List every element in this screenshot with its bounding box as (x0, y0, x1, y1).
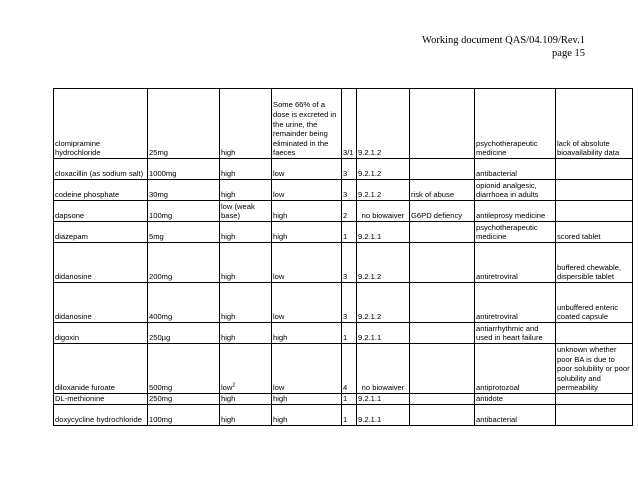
permeability: high (272, 323, 342, 344)
risk (410, 394, 475, 405)
therapeutic-use: antiretroviral (475, 243, 556, 283)
permeability: low (272, 159, 342, 180)
table-row (54, 201, 633, 222)
risk: G6PD defiency (410, 201, 475, 222)
table-row (54, 159, 633, 180)
therapeutic-use: psychotherapeutic medicine (475, 89, 556, 159)
medicine-table (53, 88, 633, 426)
risk (410, 344, 475, 394)
dose: 250µg (148, 323, 220, 344)
bcs-class: 1 (342, 323, 357, 344)
medicine-name: cloxacillin (as sodium salt) (54, 159, 148, 180)
section: no biowaiver (357, 344, 410, 394)
medicine-name: DL-methionine (54, 394, 148, 405)
table-row (54, 394, 633, 405)
solubility: high (220, 243, 272, 283)
solubility (220, 344, 272, 394)
dose: 25mg (148, 89, 220, 159)
bcs-class: 1 (342, 222, 357, 243)
permeability: high (272, 405, 342, 426)
risk (410, 243, 475, 283)
medicine-name: didanosine (54, 243, 148, 283)
comment (556, 394, 633, 405)
risk (410, 405, 475, 426)
therapeutic-use: antibacterial (475, 405, 556, 426)
therapeutic-use: antiretroviral (475, 283, 556, 323)
comment: lack of absolute bioavailability data (556, 89, 633, 159)
table-row (54, 243, 633, 283)
table-row (54, 180, 633, 201)
section: 9.2.1.2 (357, 159, 410, 180)
therapeutic-use: antiprotozoal (475, 344, 556, 394)
dose: 200mg (148, 243, 220, 283)
bcs-class: 3 (342, 180, 357, 201)
permeability: low (272, 180, 342, 201)
dose: 30mg (148, 180, 220, 201)
medicine-name: doxycycline hydrochloride (54, 405, 148, 426)
document-reference: Working document QAS/04.109/Rev.1 (422, 35, 585, 46)
section: 9.2.1.1 (357, 323, 410, 344)
comment (556, 405, 633, 426)
comment (556, 323, 633, 344)
medicine-name: clomipramine hydrochloride (54, 89, 148, 159)
therapeutic-use: antiarrhythmic and used in heart failure (475, 323, 556, 344)
section: 9.2.1.1 (357, 222, 410, 243)
therapeutic-use: opionid analgesic, diarrhoea in adults (475, 180, 556, 201)
risk (410, 283, 475, 323)
comment: buffered chewable, dispersible tablet (556, 243, 633, 283)
solubility: high (220, 283, 272, 323)
bcs-class: 3 (342, 243, 357, 283)
dose: 500mg (148, 344, 220, 394)
risk (410, 159, 475, 180)
table-row (54, 283, 633, 323)
bcs-class: 3 (342, 159, 357, 180)
therapeutic-use: antidote (475, 394, 556, 405)
section: 9.2.1.2 (357, 283, 410, 323)
table-row (54, 344, 633, 394)
medicine-name: digoxin (54, 323, 148, 344)
medicine-name: diazepam (54, 222, 148, 243)
section: 9.2.1.1 (357, 405, 410, 426)
therapeutic-use: antileprosy medicine (475, 201, 556, 222)
solubility: high (220, 394, 272, 405)
page-header (422, 34, 585, 60)
dose: 5mg (148, 222, 220, 243)
footnote-marker: 2 (232, 382, 236, 389)
medicine-name: didanosine (54, 283, 148, 323)
permeability: low (272, 344, 342, 394)
table-row (54, 89, 633, 159)
medicine-name: dapsone (54, 201, 148, 222)
solubility: high (220, 222, 272, 243)
risk: risk of abuse (410, 180, 475, 201)
dose: 100mg (148, 405, 220, 426)
bcs-class: 1 (342, 405, 357, 426)
solubility: high (220, 405, 272, 426)
permeability: Some 66% of a dose is excreted in the urine, the remainder being eliminated in the faeces (272, 89, 342, 159)
section: no biowaiver (357, 201, 410, 222)
solubility: high (220, 323, 272, 344)
dose: 100mg (148, 201, 220, 222)
section: 9.2.1.2 (357, 89, 410, 159)
section: 9.2.1.1 (357, 394, 410, 405)
permeability: high (272, 201, 342, 222)
comment (556, 159, 633, 180)
comment (556, 180, 633, 201)
comment (556, 201, 633, 222)
solubility: low (weak base) (220, 201, 272, 222)
solubility-value: low (221, 383, 233, 393)
dose: 250mg (148, 394, 220, 405)
medicine-name: diloxanide furoate (54, 344, 148, 394)
medicine-name: codeine phosphate (54, 180, 148, 201)
permeability: high (272, 394, 342, 405)
risk (410, 323, 475, 344)
comment: scored tablet (556, 222, 633, 243)
dose: 400mg (148, 283, 220, 323)
solubility: high (220, 159, 272, 180)
risk (410, 222, 475, 243)
bcs-class: 2 (342, 201, 357, 222)
therapeutic-use: psychotherapeutic medicine (475, 222, 556, 243)
solubility: high (220, 89, 272, 159)
solubility: high (220, 180, 272, 201)
risk (410, 89, 475, 159)
permeability: low (272, 243, 342, 283)
dose: 1000mg (148, 159, 220, 180)
section: 9.2.1.2 (357, 243, 410, 283)
comment: unknown whether poor BA is due to poor solubility or poor solubility and permeability (556, 344, 633, 394)
therapeutic-use: antibacterial (475, 159, 556, 180)
permeability: low (272, 283, 342, 323)
bcs-class: 1 (342, 394, 357, 405)
table-row (54, 222, 633, 243)
bcs-class: 4 (342, 344, 357, 394)
page-number: page 15 (552, 48, 585, 59)
table-row (54, 405, 633, 426)
table-row (54, 323, 633, 344)
bcs-class: 3/1 (342, 89, 357, 159)
bcs-class: 3 (342, 283, 357, 323)
section: 9.2.1.2 (357, 180, 410, 201)
comment: unbuffered enteric coated capsule (556, 283, 633, 323)
permeability: high (272, 222, 342, 243)
